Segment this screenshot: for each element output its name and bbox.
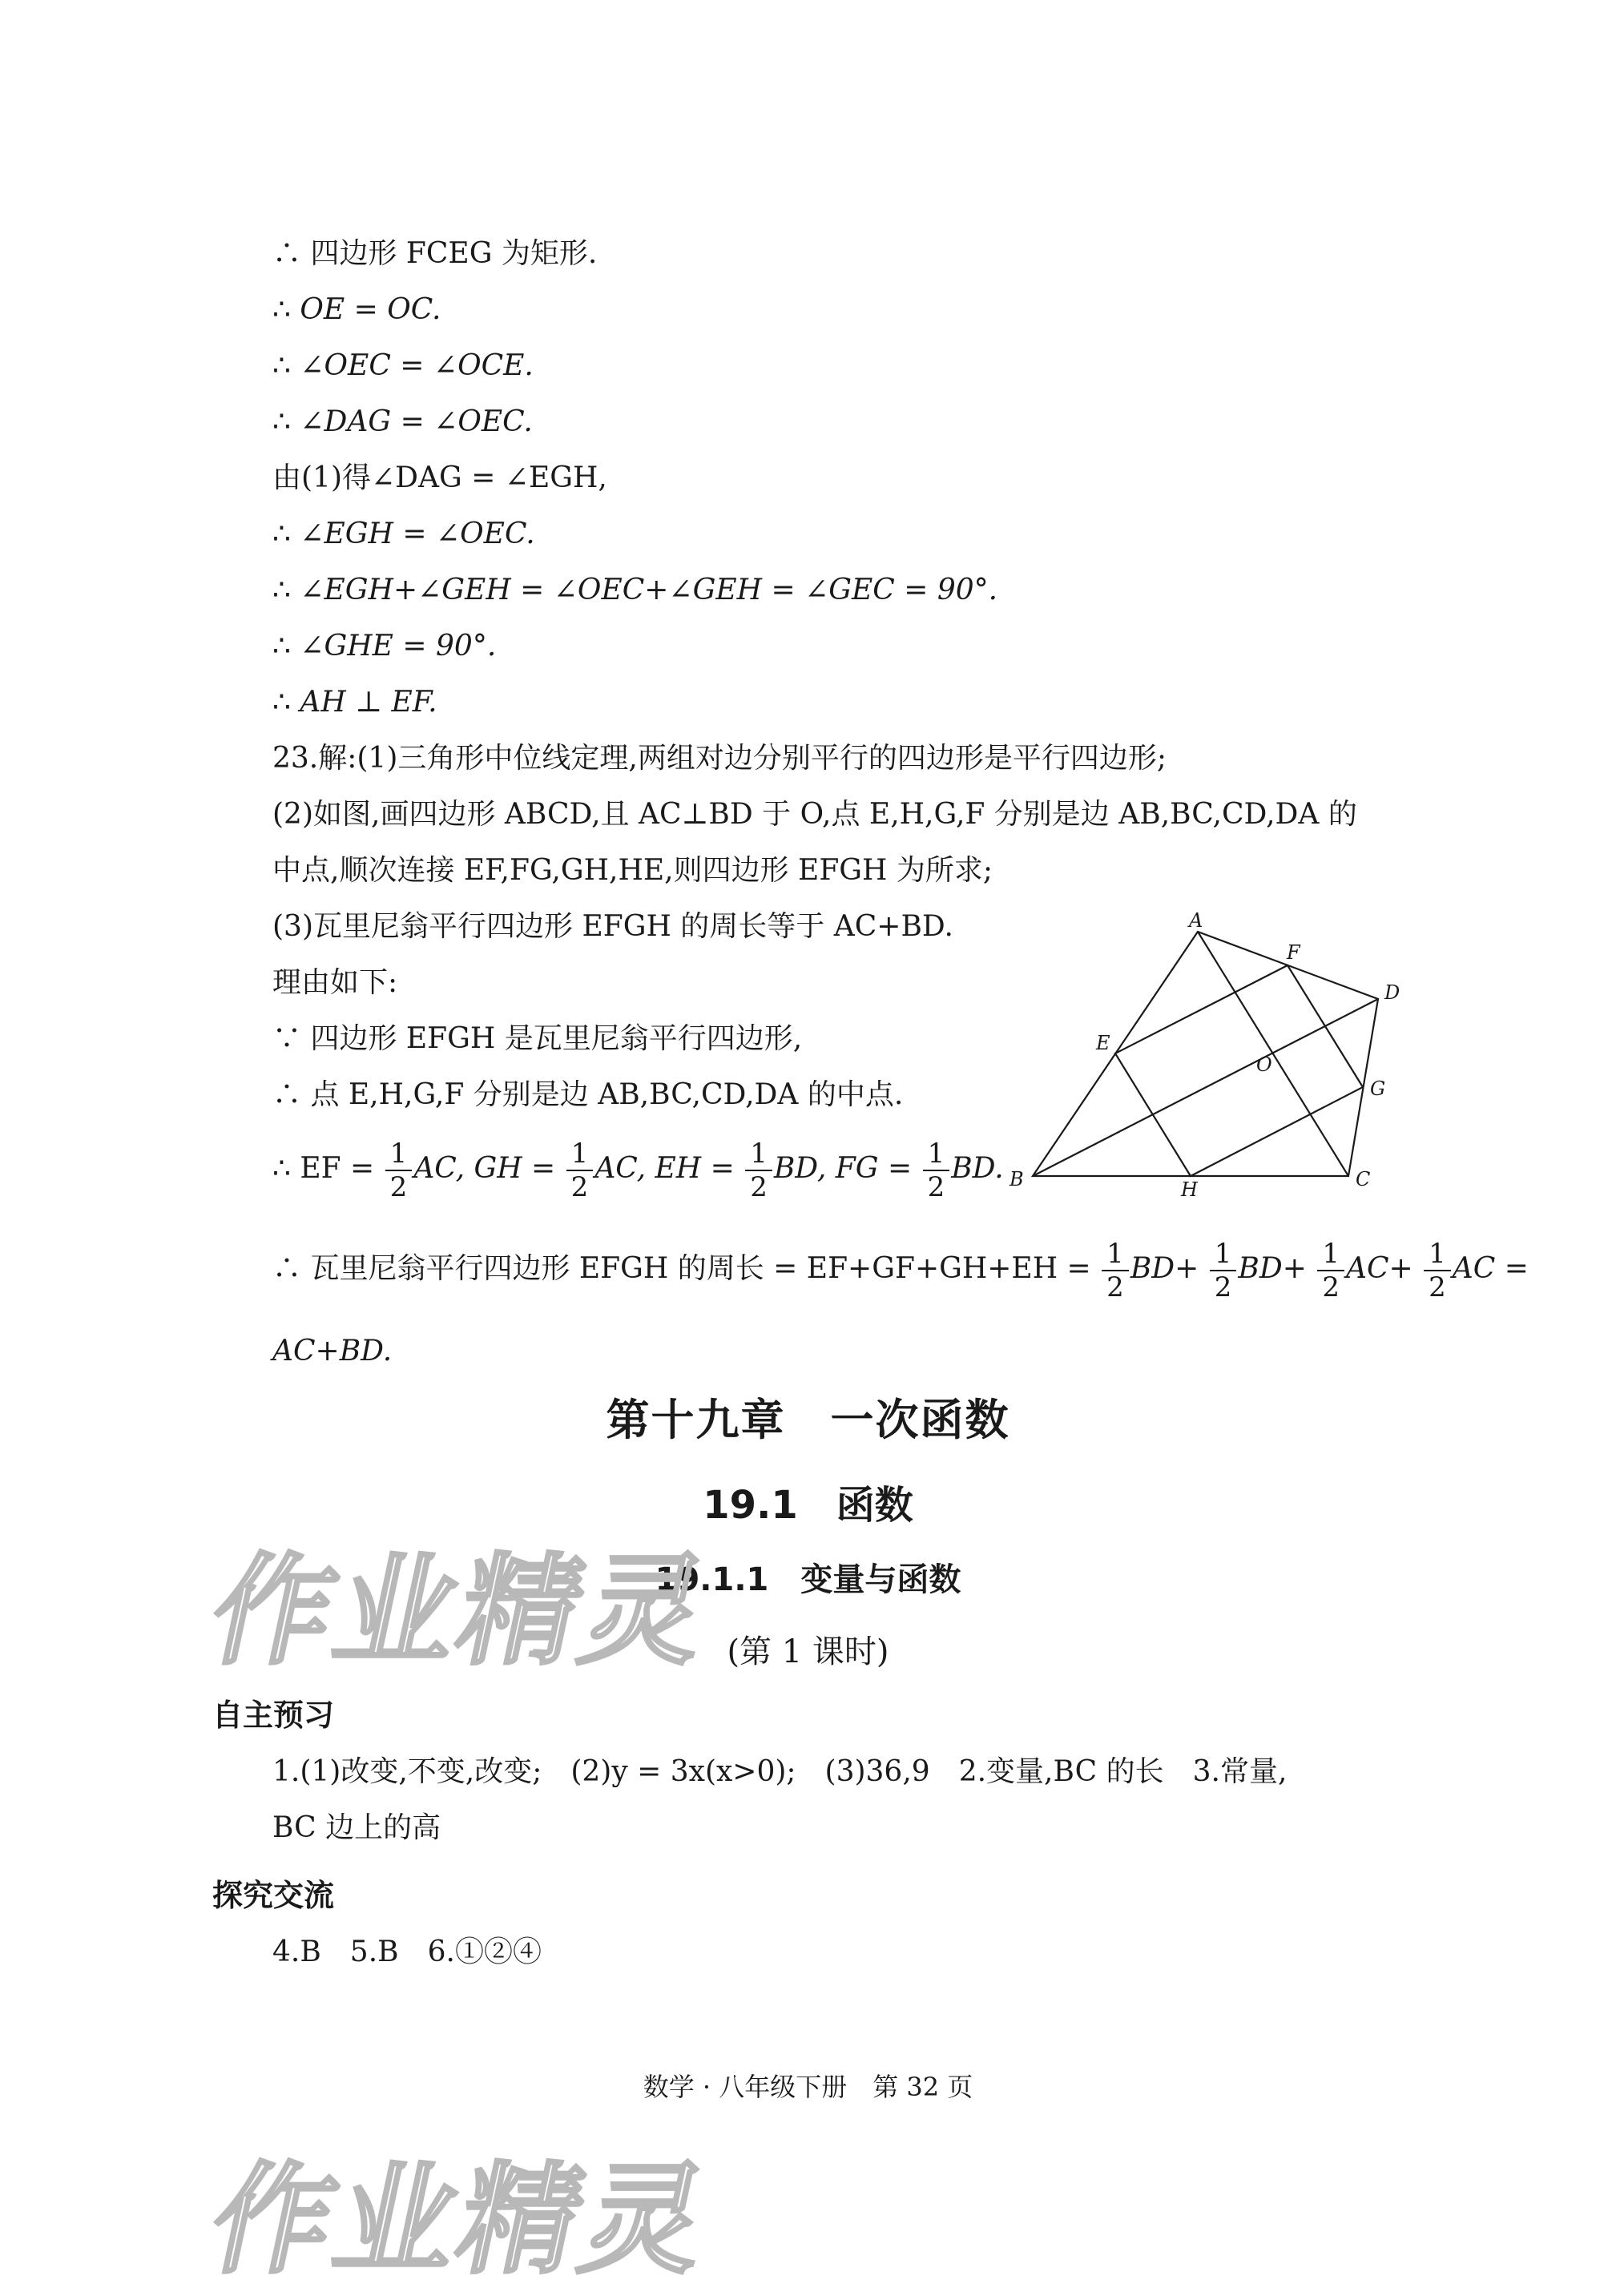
label-d: D (1384, 981, 1400, 1004)
label-e: E (1096, 1032, 1110, 1054)
subsection-title: 19.1.1 变量与函数 (655, 1561, 961, 1598)
fraction-half: $\frac{1}{2}$ (566, 1138, 594, 1203)
proof-line-2: ∴ OE = OC. (272, 293, 441, 326)
fraction-half: $\frac{1}{2}$ (1424, 1238, 1451, 1303)
fraction-half: $\frac{1}{2}$ (1102, 1238, 1129, 1303)
q23-line-3: 中点,顺次连接 EF,FG,GH,HE,则四边形 EFGH 为所求; (272, 854, 993, 887)
proof-line-6: ∴ ∠EGH = ∠OEC. (272, 518, 535, 550)
proof-line-9: ∴ AH ⊥ EF. (272, 686, 437, 719)
preview-line-1: 1.(1)改变,不变,改变; (2)y = 3x(x>0); (3)36,9 2.变量,BC 的长 3.常量, (272, 1755, 1288, 1788)
q23-line-5: 理由如下: (272, 966, 398, 999)
q23-line-4: (3)瓦里尼翁平行四边形 EFGH 的周长等于 AC+BD. (272, 910, 953, 943)
watermark-logo: 作业精灵 (199, 1542, 723, 1682)
q23-line-7: ∴ 点 E,H,G,F 分别是边 AB,BC,CD,DA 的中点. (272, 1078, 904, 1111)
proof-line-3: ∴ ∠OEC = ∠OCE. (272, 349, 534, 382)
fraction-half: $\frac{1}{2}$ (923, 1138, 950, 1203)
proof-line-1: ∴ 四边形 FCEG 为矩形. (272, 237, 598, 270)
diagonal-ac (1198, 932, 1348, 1176)
q23-line-1: 23.解:(1)三角形中位线定理,两组对边分别平行的四边形是平行四边形; (272, 742, 1167, 775)
chapter-title: 第十九章 一次函数 (606, 1395, 1010, 1445)
label-f: F (1287, 941, 1300, 964)
proof-line-4: ∴ ∠DAG = ∠OEC. (272, 405, 533, 438)
diagonal-bd (1033, 999, 1378, 1176)
label-o: O (1256, 1053, 1272, 1076)
q23-equation-2-end: AC+BD. (272, 1335, 393, 1368)
quadrilateral-figure (1001, 909, 1418, 1206)
watermark-logo: 作业精灵 (199, 2151, 723, 2290)
label-b: B (1009, 1168, 1024, 1190)
preview-line-2: BC 边上的高 (272, 1811, 441, 1844)
proof-line-7: ∴ ∠EGH+∠GEH = ∠OEC+∠GEH = ∠GEC = 90°. (272, 574, 998, 606)
fraction-half: $\frac{1}{2}$ (1317, 1238, 1344, 1303)
proof-line-5: 由(1)得∠DAG = ∠EGH, (272, 461, 607, 494)
explore-line-1: 4.B 5.B 6.①②④ (272, 1935, 542, 1968)
fraction-half: $\frac{1}{2}$ (745, 1138, 772, 1203)
explore-heading: 探究交流 (212, 1878, 335, 1913)
q23-equation-1: ∴ EF = $\frac{1}{2}$ AC, GH = $\frac{1}{2}$ AC, EH = $\frac{1}{2}$ BD, FG = $\frac{1}{2}$ BD. (272, 1138, 1004, 1203)
proof-line-8: ∴ ∠GHE = 90°. (272, 630, 497, 663)
preview-heading: 自主预习 (212, 1698, 335, 1733)
label-a: A (1189, 909, 1203, 932)
label-c: C (1356, 1168, 1371, 1190)
fraction-half: $\frac{1}{2}$ (385, 1138, 413, 1203)
fraction-half: $\frac{1}{2}$ (1210, 1238, 1237, 1303)
page-footer: 数学 · 八年级下册 第 32 页 (643, 2072, 973, 2102)
label-g: G (1370, 1078, 1386, 1100)
q23-line-6: ∵ 四边形 EFGH 是瓦里尼翁平行四边形, (272, 1022, 803, 1055)
label-h: H (1181, 1178, 1198, 1201)
lesson-title: (第 1 课时) (727, 1633, 889, 1670)
q23-line-2: (2)如图,画四边形 ABCD,且 AC⊥BD 于 O,点 E,H,G,F 分别是边 AB,BC,CD,DA 的 (272, 798, 1357, 831)
section-title: 19.1 函数 (703, 1483, 913, 1528)
q23-equation-2: ∴ 瓦里尼翁平行四边形 EFGH 的周长 = EF+GF+GH+EH = $\frac{1}{2}$ BD+ $\frac{1}{2}$ BD+ $\frac{1}{2}$ AC+ $\frac{1}{2}$ AC = (272, 1238, 1529, 1303)
